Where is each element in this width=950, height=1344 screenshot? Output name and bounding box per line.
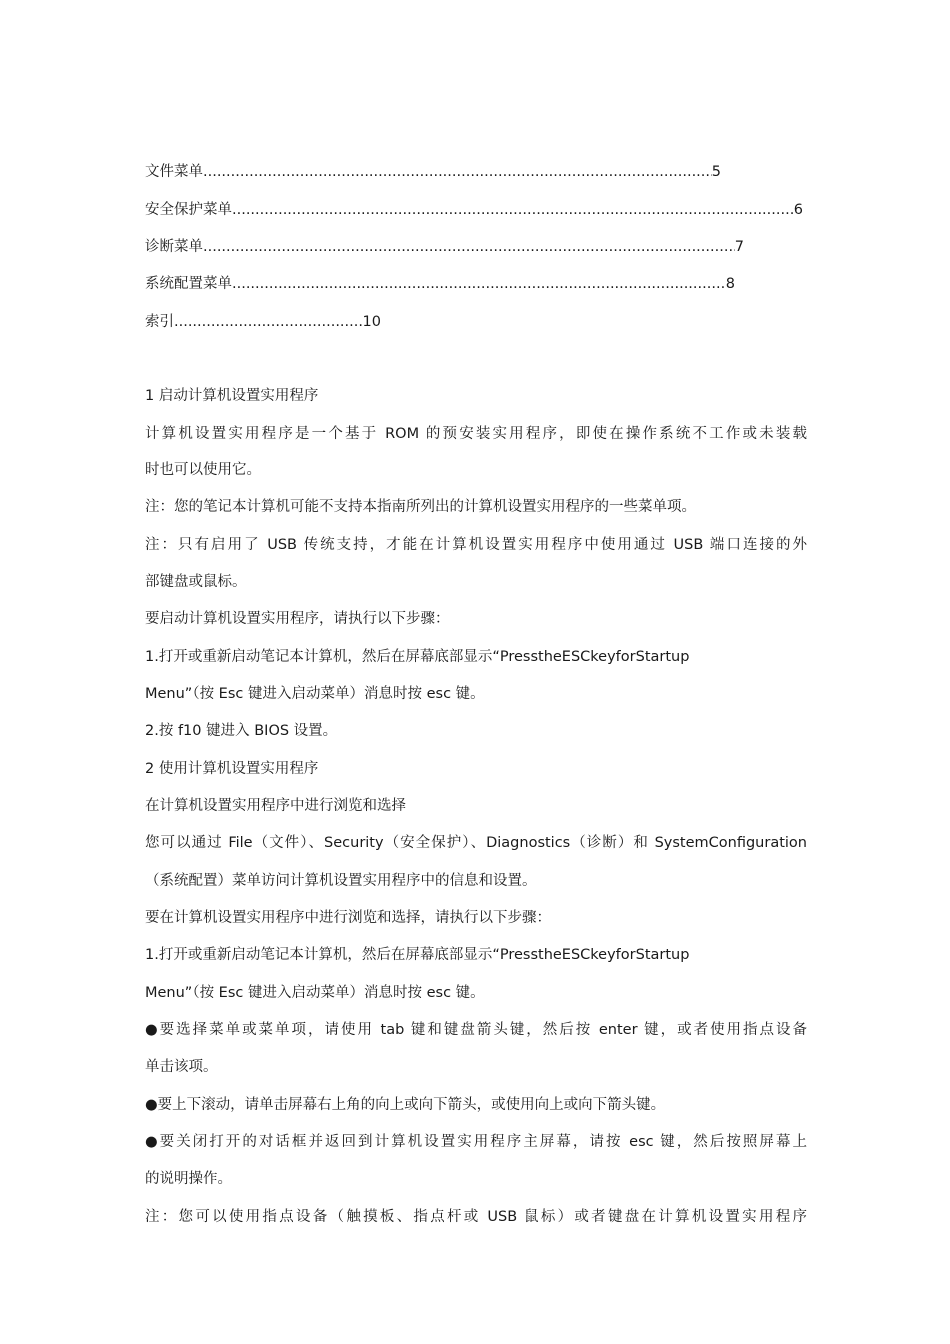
subheading-navigation: 在计算机设置实用程序中进行浏览和选择 [145,798,406,814]
bullet-close-line2: 的说明操作。 [145,1171,232,1187]
toc-title: 索引 [145,314,174,330]
paragraph-menus-line1: 您可以通过 File（文件）、Security（安全保护）、Diagnostics（诊断）和 SystemConfiguration [145,835,807,851]
toc-title: 诊断菜单 [145,239,203,255]
bullet-select-line2: 单击该项。 [145,1059,218,1075]
toc-entry-security-menu[interactable] [145,200,803,220]
section-heading-1: 1 启动计算机设置实用程序 [145,388,319,404]
steps-intro: 要启动计算机设置实用程序，请执行以下步骤： [145,611,450,627]
toc-page: 8 [725,276,735,292]
steps2-intro: 要在计算机设置实用程序中进行浏览和选择，请执行以下步骤： [145,910,551,926]
paragraph-intro-line1: 计算机设置实用程序是一个基于 ROM 的预安装实用程序，即使在操作系统不工作或未装载 [145,426,807,442]
step-3-line2: Menu”（按 Esc 键进入启动菜单）消息时按 esc 键。 [145,985,485,1001]
toc-page: 7 [734,239,744,255]
note-usb-line1: 注：只有启用了 USB 传统支持，才能在计算机设置实用程序中使用通过 USB 端口连接的外 [145,537,807,553]
step-1-line2: Menu”（按 Esc 键进入启动菜单）消息时按 esc 键。 [145,686,485,702]
toc-leader [174,312,363,332]
section-heading-2: 2 使用计算机设置实用程序 [145,761,319,777]
step-1-line1: 1.打开或重新启动笔记本计算机，然后在屏幕底部显示“PresstheESCkeyforStartup [145,649,690,665]
note-usb-line2: 部键盘或鼠标。 [145,574,247,590]
toc-leader [232,200,794,220]
paragraph-menus-line2: （系统配置）菜单访问计算机设置实用程序中的信息和设置。 [145,873,537,889]
toc-leader [232,274,726,294]
toc-title: 文件菜单 [145,164,203,180]
toc-entry-file-menu[interactable] [145,162,721,182]
toc-entry-diagnostics-menu[interactable] [145,237,744,257]
note-pointing-device: 注：您可以使用指点设备（触摸板、指点杆或 USB 鼠标）或者键盘在计算机设置实用程序 [145,1209,807,1225]
toc-page: 6 [793,202,803,218]
bullet-select-line1: ●要选择菜单或菜单项，请使用 tab 键和键盘箭头键，然后按 enter 键，或者使用指点设备 [145,1022,807,1038]
toc-entry-index[interactable] [145,312,381,332]
toc-page: 10 [362,314,381,330]
paragraph-intro-line2: 时也可以使用它。 [145,462,261,478]
note-menu-support: 注：您的笔记本计算机可能不支持本指南所列出的计算机设置实用程序的一些菜单项。 [145,499,696,515]
toc-page: 5 [711,164,721,180]
toc-title: 安全保护菜单 [145,202,232,218]
bullet-scroll: ●要上下滚动，请单击屏幕右上角的向上或向下箭头，或使用向上或向下箭头键。 [145,1097,666,1113]
toc-leader [203,237,735,257]
toc-entry-system-config-menu[interactable] [145,274,735,294]
toc-title: 系统配置菜单 [145,276,232,292]
bullet-close-line1: ●要关闭打开的对话框并返回到计算机设置实用程序主屏幕，请按 esc 键，然后按照屏幕上 [145,1134,807,1150]
toc-leader [203,162,712,182]
step-3-line1: 1.打开或重新启动笔记本计算机，然后在屏幕底部显示“PresstheESCkeyforStartup [145,947,690,963]
step-2: 2.按 f10 键进入 BIOS 设置。 [145,723,338,739]
